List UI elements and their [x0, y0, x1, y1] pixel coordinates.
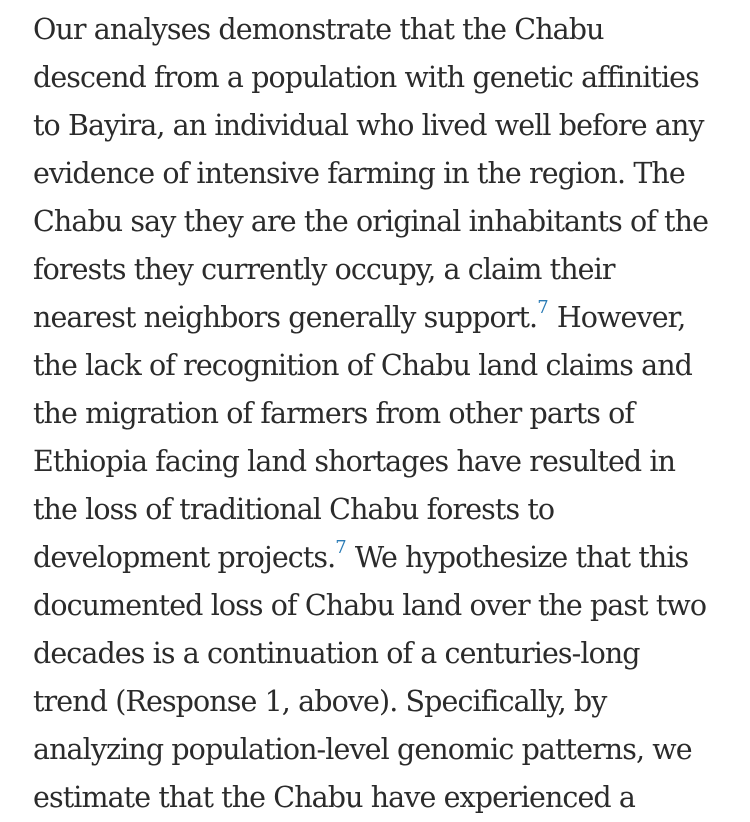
paragraph-line — [33, 534, 745, 582]
paragraph-line: estimate that the Chabu have experienced a — [33, 781, 636, 814]
paragraph-text: We hypothesize that this — [346, 541, 689, 574]
paragraph-text: development projects. — [33, 541, 336, 574]
paragraph-line: evidence of intensive farming in the region. The — [33, 157, 685, 190]
paragraph-line: Chabu say they are the original inhabitants of the — [33, 205, 709, 238]
article-paragraph — [33, 6, 745, 822]
paragraph-line: to Bayira, an individual who lived well before any — [33, 109, 704, 142]
paragraph-line: the lack of recognition of Chabu land claims and — [33, 349, 692, 382]
paragraph-line: the migration of farmers from other parts of — [33, 397, 635, 430]
paragraph-text: However, — [548, 301, 686, 334]
reference-link[interactable]: 7 — [335, 537, 347, 558]
reference-link[interactable]: 7 — [537, 297, 549, 318]
paragraph-line: decades is a continuation of a centuries-long — [33, 637, 640, 670]
paragraph-line: the loss of traditional Chabu forests to — [33, 493, 555, 526]
paragraph-line: Ethiopia facing land shortages have resulted in — [33, 445, 676, 478]
paragraph-text: nearest neighbors generally support. — [33, 301, 538, 334]
paragraph-line — [33, 294, 745, 342]
paragraph-line: descend from a population with genetic affinities — [33, 61, 699, 94]
paragraph-line: trend (Response 1, above). Specifically, by — [33, 685, 607, 718]
paragraph-line: documented loss of Chabu land over the past two — [33, 589, 707, 622]
paragraph-line: Our analyses demonstrate that the Chabu — [33, 13, 604, 46]
paragraph-line: analyzing population-level genomic patterns, we — [33, 733, 692, 766]
paragraph-line: forests they currently occupy, a claim their — [33, 253, 615, 286]
